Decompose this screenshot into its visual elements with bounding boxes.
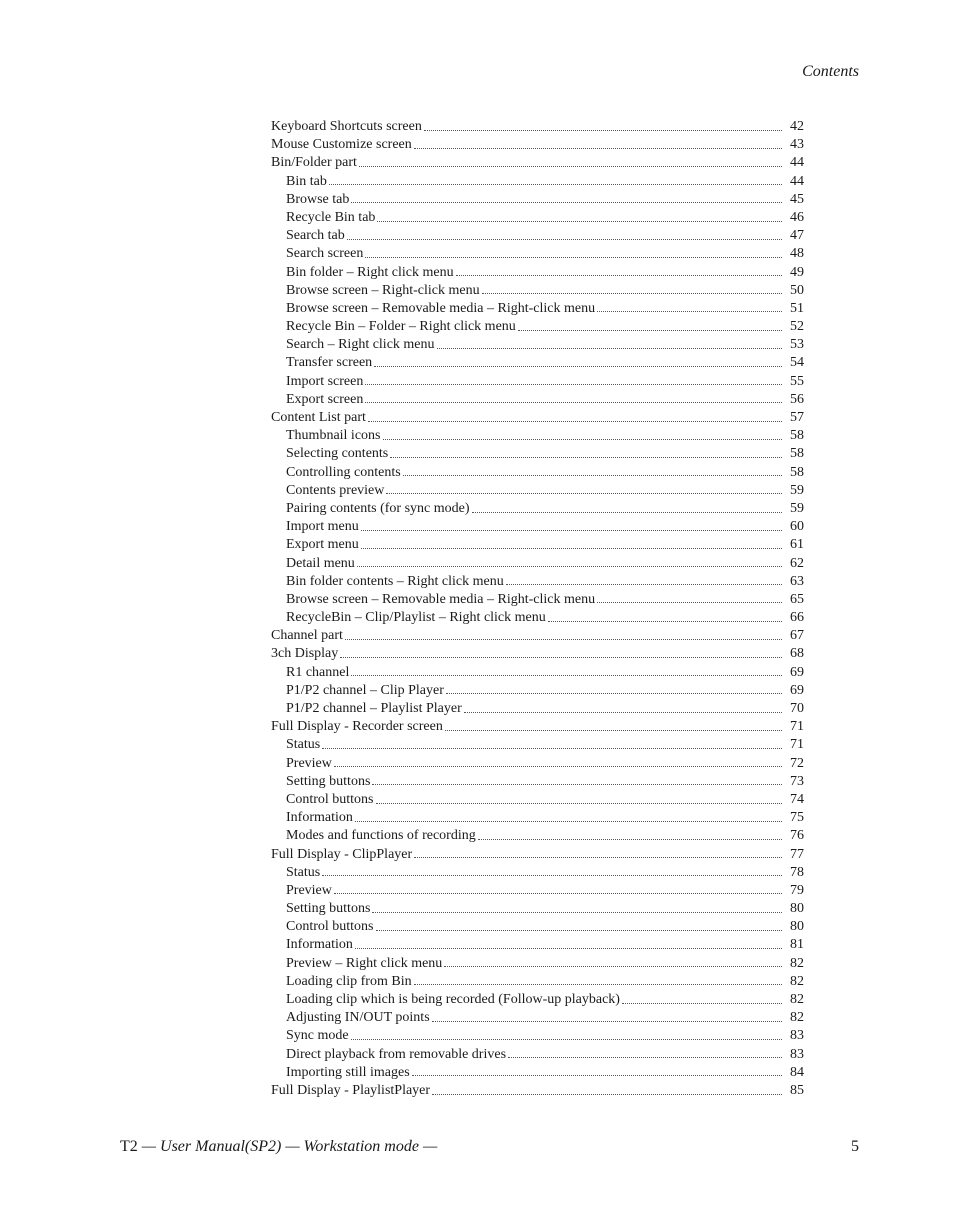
toc-entry-title: Browse screen – Removable media – Right-click menu xyxy=(286,300,596,316)
toc-entry[interactable] xyxy=(271,936,804,954)
toc-entry-page: 60 xyxy=(790,519,804,535)
toc-entry-page: 58 xyxy=(790,446,804,462)
toc-entry-title: Loading clip from Bin xyxy=(286,973,412,989)
toc-entry-page: 82 xyxy=(790,955,804,971)
toc-entry[interactable] xyxy=(271,773,804,791)
toc-entry-page: 69 xyxy=(790,664,804,680)
toc-entry-page: 49 xyxy=(790,264,804,280)
running-head: Contents xyxy=(802,63,859,80)
toc-entry-page: 66 xyxy=(790,610,804,626)
toc-entry-title: Status xyxy=(286,864,321,880)
toc-entry-title: Recycle Bin tab xyxy=(286,209,376,225)
toc-entry[interactable] xyxy=(271,827,804,845)
toc-entry[interactable] xyxy=(271,700,804,718)
toc-entry[interactable] xyxy=(271,300,804,318)
toc-dot-leader xyxy=(334,766,782,767)
page-number: 5 xyxy=(851,1138,859,1155)
toc-entry-page: 70 xyxy=(790,701,804,716)
toc-entry[interactable] xyxy=(271,627,804,645)
toc-entry-page: 56 xyxy=(790,391,804,407)
toc-entry-page: 82 xyxy=(790,1010,804,1026)
toc-entry-page: 68 xyxy=(790,646,804,662)
toc-entry-title: Browse screen – Removable media – Right-click menu xyxy=(286,591,596,607)
toc-dot-leader xyxy=(372,912,782,913)
toc-dot-leader xyxy=(506,584,782,585)
toc-entry[interactable] xyxy=(271,1027,804,1045)
toc-entry-page: 59 xyxy=(790,500,804,516)
toc-dot-leader xyxy=(365,257,782,258)
toc-entry[interactable] xyxy=(271,464,804,482)
toc-entry-page: 83 xyxy=(790,1046,804,1062)
toc-entry-page: 76 xyxy=(790,828,804,844)
toc-entry-title: Bin folder – Right click menu xyxy=(286,264,454,280)
toc-dot-leader xyxy=(351,1039,782,1040)
page-footer xyxy=(120,1138,859,1156)
toc-dot-leader xyxy=(597,602,782,603)
toc-entry-page: 42 xyxy=(790,119,804,134)
toc-dot-leader xyxy=(597,311,782,312)
toc-entry-page: 75 xyxy=(790,810,804,826)
toc-dot-leader xyxy=(446,693,782,694)
toc-entry-page: 43 xyxy=(790,137,804,153)
toc-entry-title: Pairing contents (for sync mode) xyxy=(286,500,470,516)
toc-dot-leader xyxy=(456,275,782,276)
footer-product: T2 xyxy=(120,1138,138,1155)
toc-dot-leader xyxy=(376,930,782,931)
toc-entry-title: Import screen xyxy=(286,373,364,389)
toc-entry-title: R1 channel xyxy=(286,664,350,680)
toc-entry-page: 44 xyxy=(790,155,804,171)
toc-dot-leader xyxy=(322,875,782,876)
toc-entry[interactable] xyxy=(271,391,804,409)
toc-dot-leader xyxy=(437,348,782,349)
toc-entry-page: 54 xyxy=(790,355,804,371)
toc-entry-page: 50 xyxy=(790,282,804,298)
toc-entry-title: Adjusting IN/OUT points xyxy=(286,1010,430,1026)
toc-entry-title: Full Display - ClipPlayer xyxy=(271,846,413,862)
toc-entry[interactable] xyxy=(271,555,804,573)
toc-entry-page: 78 xyxy=(790,864,804,880)
toc-entry[interactable] xyxy=(271,445,804,463)
toc-entry-title: Setting buttons xyxy=(286,901,371,917)
toc-entry-page: 61 xyxy=(790,537,804,553)
toc-entry-page: 58 xyxy=(790,428,804,444)
toc-entry-page: 58 xyxy=(790,464,804,480)
toc-entry-title: P1/P2 channel – Clip Player xyxy=(286,682,444,698)
toc-entry-page: 73 xyxy=(790,773,804,789)
toc-entry[interactable] xyxy=(271,1046,804,1064)
toc-entry-title: Browse tab xyxy=(286,191,350,207)
toc-entry-title: Status xyxy=(286,737,321,753)
toc-dot-leader xyxy=(390,457,782,458)
toc-dot-leader xyxy=(432,1094,782,1095)
toc-entry[interactable] xyxy=(271,591,804,609)
toc-entry-page: 59 xyxy=(790,482,804,498)
toc-entry-title: Setting buttons xyxy=(286,773,371,789)
toc-dot-leader xyxy=(355,821,782,822)
toc-entry-page: 84 xyxy=(790,1064,804,1080)
toc-entry-page: 48 xyxy=(790,246,804,262)
toc-dot-leader xyxy=(347,239,782,240)
toc-entry-page: 44 xyxy=(790,173,804,189)
toc-entry-title: Export menu xyxy=(286,537,359,553)
toc-entry-page: 80 xyxy=(790,901,804,917)
toc-entry-title: Preview xyxy=(286,882,332,898)
toc-entry-title: Information xyxy=(286,937,353,953)
toc-entry-page: 80 xyxy=(790,919,804,935)
toc-entry[interactable] xyxy=(271,264,804,282)
toc-entry-page: 55 xyxy=(790,373,804,389)
toc-entry[interactable] xyxy=(271,791,804,809)
toc-entry[interactable] xyxy=(271,118,804,136)
toc-entry[interactable] xyxy=(271,973,804,991)
toc-entry[interactable] xyxy=(271,227,804,245)
toc-dot-leader xyxy=(368,421,782,422)
toc-entry-page: 72 xyxy=(790,755,804,771)
toc-dot-leader xyxy=(478,839,782,840)
toc-entry[interactable] xyxy=(271,736,804,754)
toc-entry-page: 47 xyxy=(790,228,804,244)
toc-entry-title: Import menu xyxy=(286,519,359,535)
toc-entry-page: 67 xyxy=(790,628,804,644)
toc-entry[interactable] xyxy=(271,1082,804,1100)
toc-entry-page: 69 xyxy=(790,682,804,698)
toc-entry-title: Transfer screen xyxy=(286,355,373,371)
toc-entry[interactable] xyxy=(271,645,804,663)
toc-entry-title: Importing still images xyxy=(286,1064,410,1080)
toc-entry[interactable] xyxy=(271,354,804,372)
toc-entry-title: Search tab xyxy=(286,228,345,244)
table-of-contents xyxy=(271,118,804,1100)
toc-dot-leader xyxy=(412,1075,782,1076)
toc-entry-title: Bin tab xyxy=(286,173,327,189)
toc-entry-page: 79 xyxy=(790,882,804,898)
toc-entry[interactable] xyxy=(271,245,804,263)
toc-dot-leader xyxy=(376,803,782,804)
toc-entry-title: Selecting contents xyxy=(286,446,389,462)
toc-dot-leader xyxy=(361,548,782,549)
toc-entry-page: 63 xyxy=(790,573,804,589)
toc-entry[interactable] xyxy=(271,536,804,554)
toc-dot-leader xyxy=(359,166,782,167)
toc-entry[interactable] xyxy=(271,1064,804,1082)
toc-entry[interactable] xyxy=(271,882,804,900)
toc-entry-page: 46 xyxy=(790,209,804,225)
toc-entry[interactable] xyxy=(271,664,804,682)
toc-dot-leader xyxy=(508,1057,782,1058)
toc-dot-leader xyxy=(403,475,782,476)
toc-entry-page: 71 xyxy=(790,719,804,735)
toc-entry-page: 57 xyxy=(790,410,804,425)
toc-entry[interactable] xyxy=(271,573,804,591)
toc-dot-leader xyxy=(365,402,782,403)
toc-dot-leader xyxy=(334,893,782,894)
toc-entry[interactable] xyxy=(271,682,804,700)
toc-entry[interactable] xyxy=(271,373,804,391)
toc-dot-leader xyxy=(357,566,782,567)
toc-entry[interactable] xyxy=(271,991,804,1009)
toc-entry-title: RecycleBin – Clip/Playlist – Right click menu xyxy=(286,610,546,626)
toc-entry[interactable] xyxy=(271,864,804,882)
toc-entry-title: Controlling contents xyxy=(286,464,401,480)
toc-entry-title: Full Display - PlaylistPlayer xyxy=(271,1082,431,1098)
toc-entry[interactable] xyxy=(271,154,804,172)
toc-entry-page: 52 xyxy=(790,319,804,335)
toc-entry[interactable] xyxy=(271,609,804,627)
toc-entry[interactable] xyxy=(271,427,804,445)
toc-entry-page: 82 xyxy=(790,973,804,989)
toc-entry[interactable] xyxy=(271,173,804,191)
toc-dot-leader xyxy=(345,639,782,640)
toc-dot-leader xyxy=(374,366,782,367)
toc-entry-title: Full Display - Recorder screen xyxy=(271,719,443,735)
toc-dot-leader xyxy=(377,221,782,222)
toc-entry-title: Bin/Folder part xyxy=(271,155,357,171)
toc-entry-title: Detail menu xyxy=(286,555,355,571)
toc-dot-leader xyxy=(365,384,782,385)
toc-entry-title: Search – Right click menu xyxy=(286,337,435,353)
toc-entry-title: Export screen xyxy=(286,391,364,407)
toc-dot-leader xyxy=(548,621,782,622)
toc-entry[interactable] xyxy=(271,755,804,773)
toc-entry[interactable] xyxy=(271,500,804,518)
toc-entry[interactable] xyxy=(271,409,804,427)
toc-dot-leader xyxy=(472,512,782,513)
footer-title xyxy=(120,1138,437,1156)
toc-entry-title: Preview xyxy=(286,755,332,771)
toc-entry[interactable] xyxy=(271,900,804,918)
toc-entry[interactable] xyxy=(271,955,804,973)
toc-entry-title: Preview – Right click menu xyxy=(286,955,443,971)
toc-entry-page: 77 xyxy=(790,846,804,862)
toc-entry-title: Mouse Customize screen xyxy=(271,137,412,153)
toc-entry-page: 71 xyxy=(790,737,804,753)
toc-entry-page: 85 xyxy=(790,1082,804,1098)
toc-entry-title: Sync mode xyxy=(286,1028,349,1044)
toc-dot-leader xyxy=(518,330,782,331)
toc-dot-leader xyxy=(372,784,782,785)
toc-entry[interactable] xyxy=(271,718,804,736)
toc-entry-title: Contents preview xyxy=(286,482,385,498)
toc-dot-leader xyxy=(383,439,783,440)
toc-entry-page: 62 xyxy=(790,555,804,571)
toc-entry-page: 51 xyxy=(790,300,804,316)
toc-entry-title: Thumbnail icons xyxy=(286,428,381,444)
toc-entry-page: 53 xyxy=(790,337,804,353)
toc-dot-leader xyxy=(622,1003,782,1004)
toc-entry-page: 81 xyxy=(790,937,804,953)
toc-entry-title: Browse screen – Right-click menu xyxy=(286,282,480,298)
toc-entry-title: Modes and functions of recording xyxy=(286,828,476,844)
toc-dot-leader xyxy=(414,984,782,985)
toc-dot-leader xyxy=(340,657,782,658)
toc-entry[interactable] xyxy=(271,482,804,500)
toc-dot-leader xyxy=(414,857,782,858)
toc-dot-leader xyxy=(424,130,782,131)
toc-entry-title: Search screen xyxy=(286,246,364,262)
toc-entry[interactable] xyxy=(271,846,804,864)
toc-entry[interactable] xyxy=(271,1009,804,1027)
toc-dot-leader xyxy=(445,730,782,731)
toc-entry-title: Control buttons xyxy=(286,919,374,935)
toc-entry-title: Keyboard Shortcuts screen xyxy=(271,119,422,134)
toc-entry-page: 83 xyxy=(790,1028,804,1044)
toc-entry-title: Direct playback from removable drives xyxy=(286,1046,507,1062)
toc-entry-title: P1/P2 channel – Playlist Player xyxy=(286,701,462,716)
toc-dot-leader xyxy=(464,712,782,713)
toc-entry-page: 45 xyxy=(790,191,804,207)
toc-dot-leader xyxy=(482,293,782,294)
toc-dot-leader xyxy=(329,184,782,185)
toc-entry-title: Bin folder contents – Right click menu xyxy=(286,573,504,589)
toc-dot-leader xyxy=(386,493,782,494)
toc-entry[interactable] xyxy=(271,282,804,300)
toc-entry[interactable] xyxy=(271,336,804,354)
toc-dot-leader xyxy=(351,202,782,203)
toc-entry[interactable] xyxy=(271,191,804,209)
toc-entry-title: Recycle Bin – Folder – Right click menu xyxy=(286,319,516,335)
toc-entry-title: 3ch Display xyxy=(271,646,339,662)
toc-entry[interactable] xyxy=(271,136,804,154)
toc-dot-leader xyxy=(361,530,782,531)
toc-entry[interactable] xyxy=(271,518,804,536)
toc-entry-title: Content List part xyxy=(271,410,366,425)
toc-dot-leader xyxy=(444,966,782,967)
toc-entry-page: 82 xyxy=(790,992,804,1007)
toc-entry[interactable] xyxy=(271,809,804,827)
toc-entry-title: Information xyxy=(286,810,353,826)
toc-dot-leader xyxy=(351,675,782,676)
toc-entry-page: 74 xyxy=(790,791,804,807)
toc-entry[interactable] xyxy=(271,918,804,936)
toc-entry[interactable] xyxy=(271,318,804,336)
toc-entry[interactable] xyxy=(271,209,804,227)
toc-entry-title: Channel part xyxy=(271,628,343,644)
toc-dot-leader xyxy=(432,1021,782,1022)
toc-entry-title: Loading clip which is being recorded (Follow-up playback) xyxy=(286,992,620,1007)
toc-dot-leader xyxy=(414,148,782,149)
toc-entry-page: 65 xyxy=(790,591,804,607)
toc-dot-leader xyxy=(322,748,782,749)
footer-manual: — User Manual(SP2) — Workstation mode — xyxy=(141,1138,438,1155)
toc-entry-title: Control buttons xyxy=(286,791,374,807)
toc-dot-leader xyxy=(355,948,782,949)
